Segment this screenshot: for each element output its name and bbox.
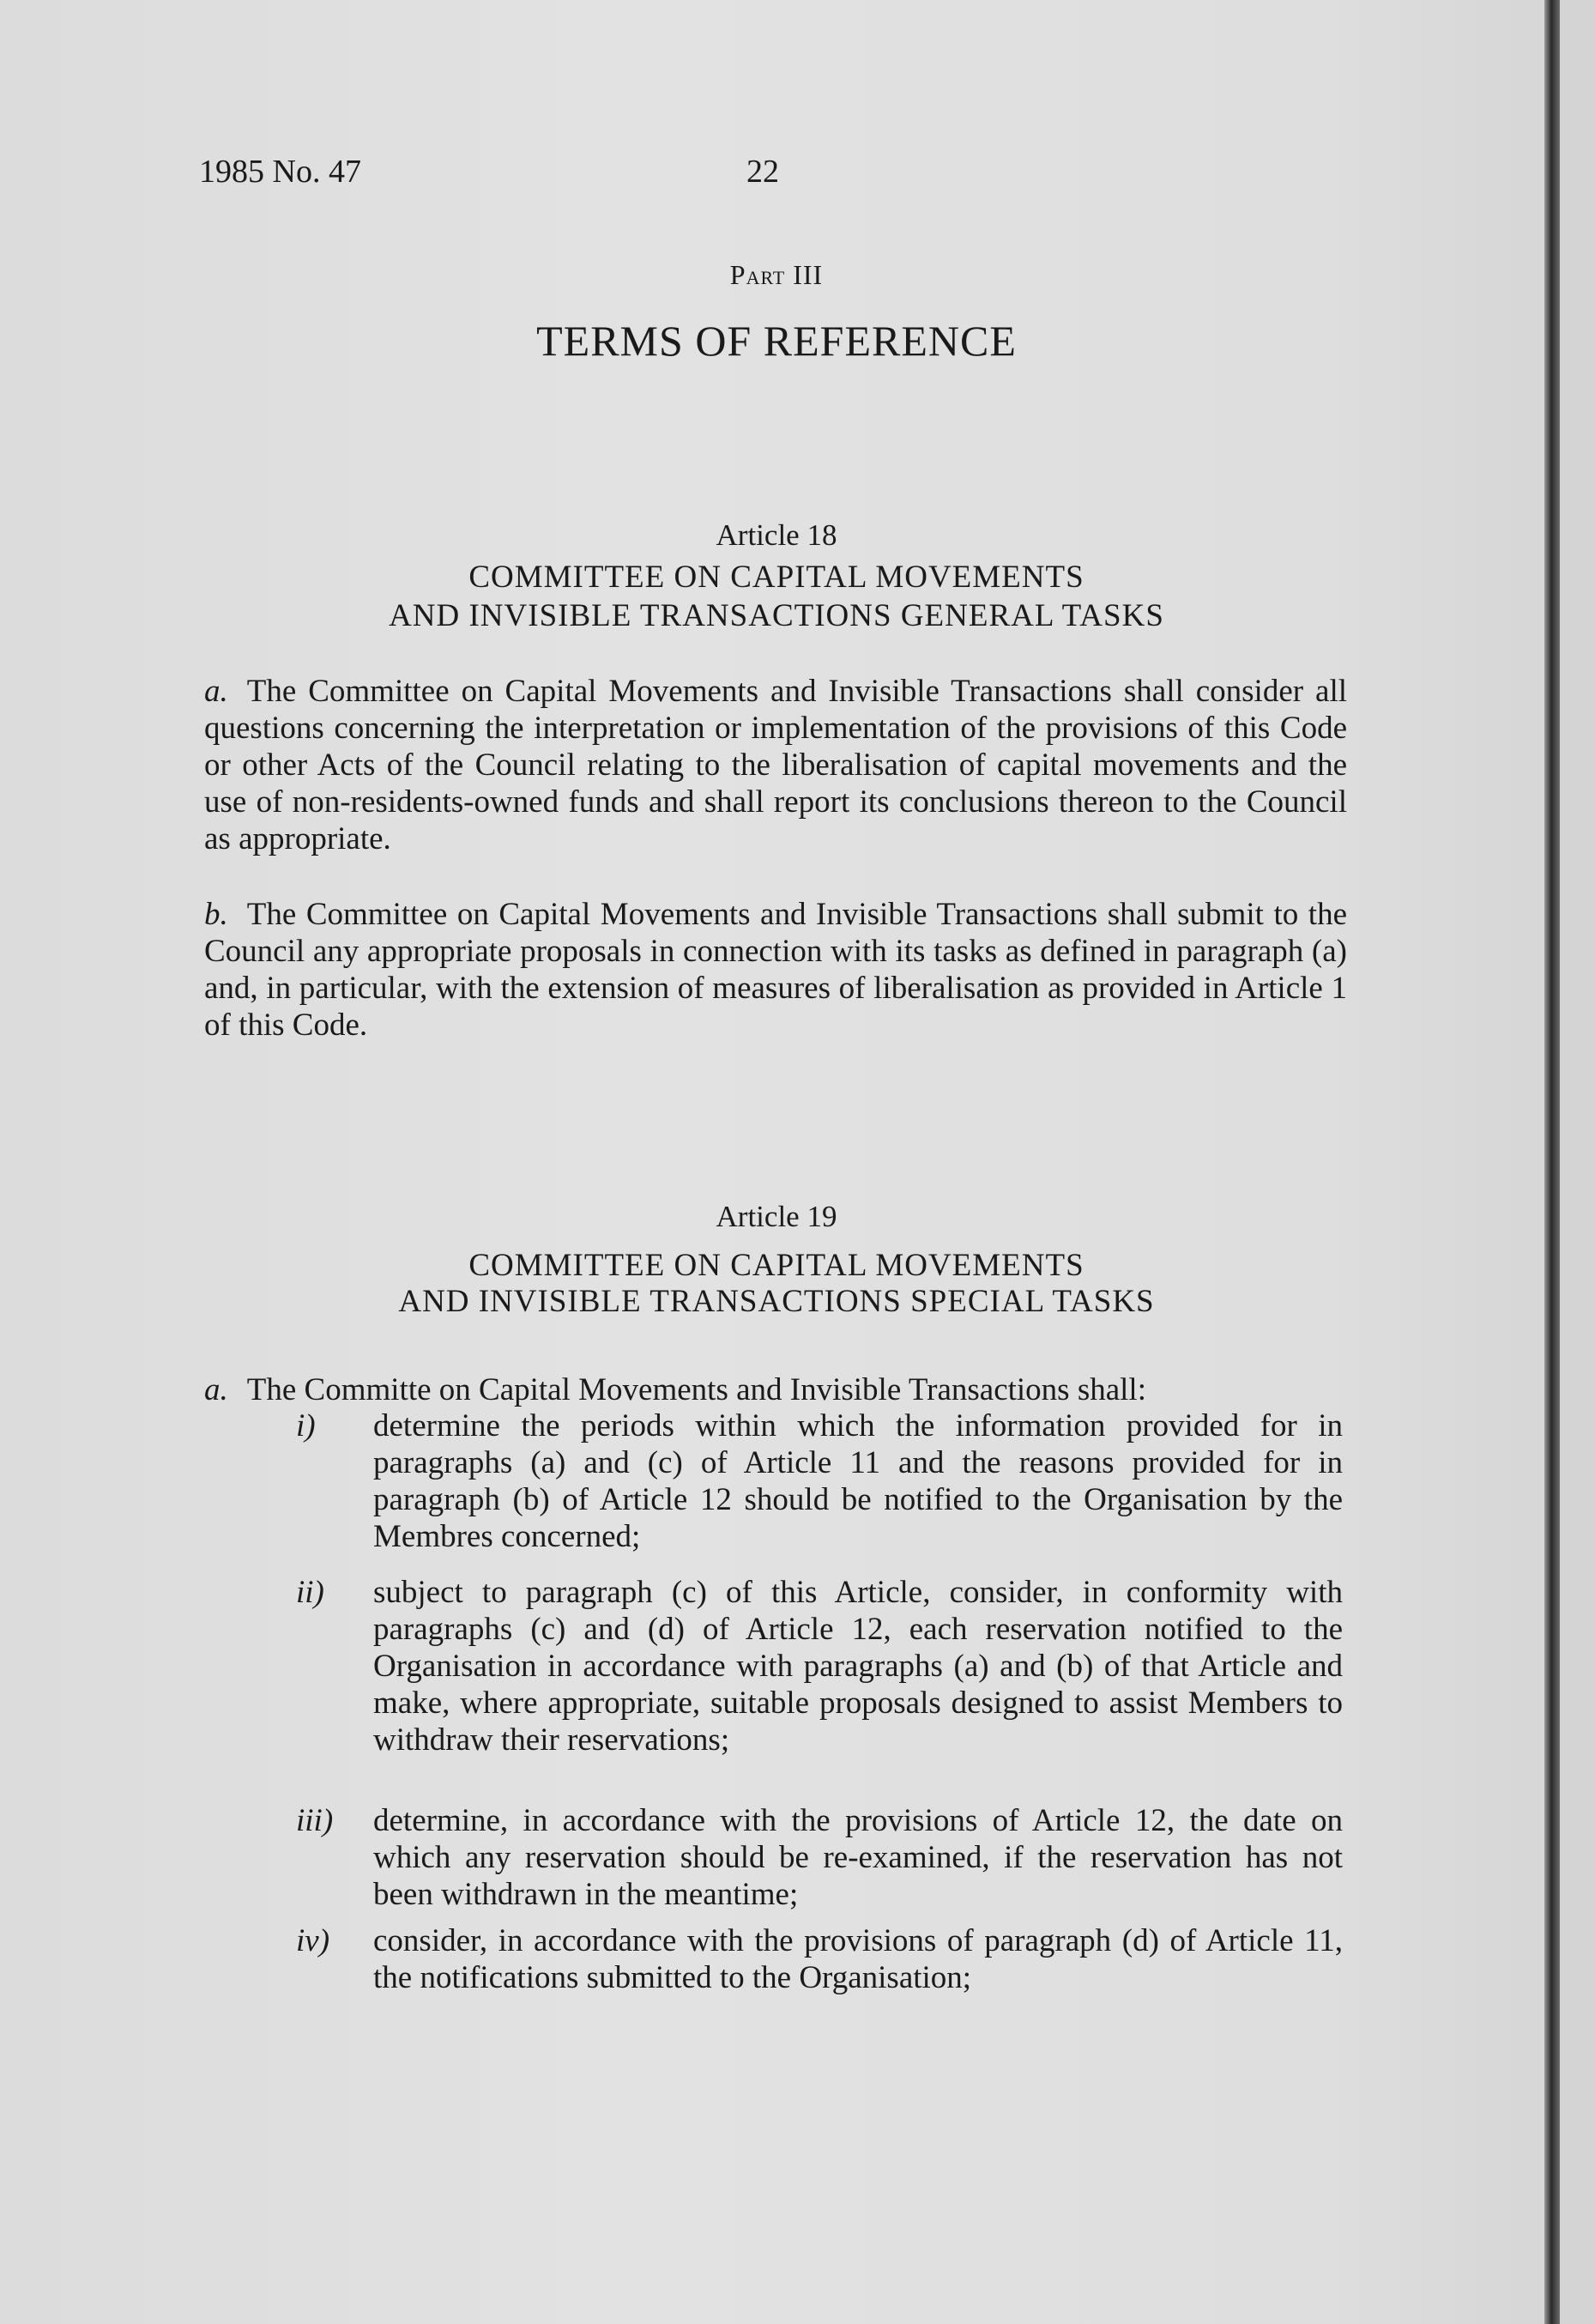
item-number: iv) bbox=[296, 1923, 330, 1958]
page-edge bbox=[1560, 0, 1595, 2324]
header-reference: 1985 No. 47 bbox=[199, 154, 361, 190]
page-number: 22 bbox=[746, 154, 779, 190]
paragraph-label: a. bbox=[204, 674, 228, 709]
article-19-title-line2: AND INVISIBLE TRANSACTIONS SPECIAL TASKS bbox=[398, 1284, 1155, 1319]
paragraph-text: The Committee on Capital Movements and Invisible Transactions shall consider all questions concerning the interpretation or implementation of the provisions of this Code or other Acts of the Council relating to the liberalisation of capital movements and the use of non-residents-owned funds and shall report its conclusions thereon to the Council as appropriate. bbox=[204, 674, 1347, 856]
item-text: determine the periods within which the information provided for in paragraphs (a) and (c) of Article 11 and the reasons provided for in paragraph (b) of Article 12 should be notified to the Organisation by the Membres concerned; bbox=[373, 1408, 1343, 1554]
item-number: iii) bbox=[296, 1803, 334, 1838]
item-number: ii) bbox=[296, 1575, 324, 1610]
article-18-title-line2: AND INVISIBLE TRANSACTIONS GENERAL TASKS bbox=[389, 598, 1164, 633]
paragraph-label: a. bbox=[204, 1372, 228, 1407]
item-number: i) bbox=[296, 1408, 316, 1443]
article-19-title-line1: COMMITTEE ON CAPITAL MOVEMENTS bbox=[468, 1248, 1084, 1283]
article-19-paragraph-a bbox=[204, 1371, 1146, 1408]
item-text: subject to paragraph (c) of this Article, consider, in conformity with paragraphs (c) and (d) of Article 12, each reservation notified to the Organisation in accordance with paragraphs (a) and (b) of that Article and make, where appropriate, suitable proposals designed to assist Members to withdraw their reservations; bbox=[373, 1575, 1343, 1758]
part-label bbox=[0, 259, 1553, 291]
part-label-text: Part III bbox=[729, 259, 824, 290]
article-18-paragraph-b bbox=[204, 896, 1347, 1044]
paragraph-text: The Committe on Capital Movements and Invisible Transactions shall: bbox=[246, 1372, 1146, 1407]
paragraph-label: b. bbox=[204, 897, 228, 932]
article-18-paragraph-a bbox=[204, 673, 1347, 857]
article-19-heading: Article 19 bbox=[716, 1200, 837, 1233]
article-18-title-line1: COMMITTEE ON CAPITAL MOVEMENTS bbox=[468, 560, 1084, 595]
item-text: consider, in accordance with the provisions of paragraph (d) of Article 11, the notifications submitted to the Organisation; bbox=[373, 1923, 1343, 1995]
paragraph-text: The Committee on Capital Movements and Invisible Transactions shall submit to the Council any appropriate proposals in connection with its tasks as defined in paragraph (a) and, in particular, with the extension of measures of liberalisation as provided in Article 1 of this Code. bbox=[204, 897, 1347, 1043]
item-text: determine, in accordance with the provisions of Article 12, the date on which any reservation should be re-examined, if the reservation has not been withdrawn in the meantime; bbox=[373, 1803, 1343, 1912]
part-title: TERMS OF REFERENCE bbox=[536, 317, 1017, 365]
article-18-heading: Article 18 bbox=[716, 518, 837, 552]
